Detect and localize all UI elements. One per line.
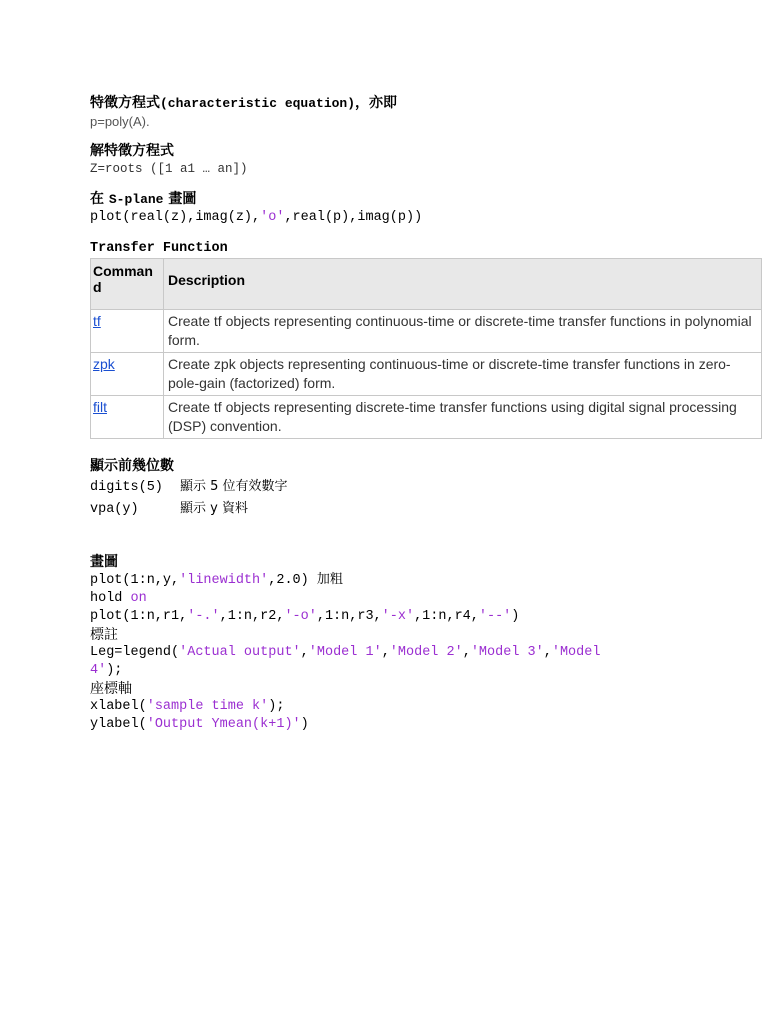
char-eq-heading — [90, 94, 762, 113]
plot-l4-s5a: 'Model — [551, 645, 601, 660]
splane-heading — [90, 190, 762, 209]
splane-heading-b: S-plane — [108, 192, 164, 207]
plot-line-5 — [90, 698, 762, 716]
document-page — [90, 94, 762, 744]
plot-l3-s4: '--' — [478, 609, 512, 624]
table-row — [91, 353, 762, 396]
plot-l4-a: Leg=legend( — [90, 645, 180, 660]
plot-line-1 — [90, 571, 762, 590]
plot-l3-s1: '-.' — [187, 609, 220, 624]
vpa-note: 顯示 y 資料 — [180, 501, 248, 516]
zpk-link[interactable]: zpk — [93, 356, 115, 372]
char-eq-section — [90, 94, 762, 130]
plot-line-4b — [90, 662, 762, 680]
plot-line-6 — [90, 716, 762, 734]
splane-code — [90, 209, 762, 227]
solve-heading: 解特徵方程式 — [90, 143, 174, 159]
splane-heading-c: 畫圖 — [168, 191, 197, 207]
digits-section — [90, 457, 762, 519]
plot-l1-note: 加粗 — [316, 572, 343, 587]
plot-l3-s2: '-o' — [284, 609, 317, 624]
digits-code: digits(5) — [90, 480, 163, 495]
plot-l6-b: ) — [300, 717, 309, 732]
transfer-function-table — [90, 258, 762, 439]
char-eq-heading-en: (characteristic equation) — [160, 96, 356, 111]
plot-line-3 — [90, 608, 762, 626]
tf-link[interactable]: tf — [93, 313, 101, 329]
char-eq-heading-cn: 特徵方程式 — [90, 95, 160, 111]
plot-l1-a: plot(1:n,y, — [90, 573, 180, 588]
plot-heading: 畫圖 — [90, 554, 118, 570]
plot-l3-d: ,1:n,r4, — [414, 609, 479, 624]
plot-l4-s4: 'Model 3' — [470, 645, 544, 660]
legend-label: 標註 — [90, 627, 118, 643]
plot-l3-a: plot(1:n,r1, — [90, 609, 188, 624]
splane-code-a: plot(real(z),imag(z), — [90, 210, 261, 225]
plot-l4-s2: 'Model 1' — [308, 645, 382, 660]
plot-l5-b: ); — [268, 699, 285, 714]
plot-l2-a: hold — [90, 591, 131, 606]
plot-line-4: Leg=legend('Actual output','Model 1','Model 2','Model 3','Model — [90, 645, 601, 660]
plot-l5-a: xlabel( — [90, 699, 147, 714]
table-row — [91, 396, 762, 439]
description-cell: Create zpk objects representing continuous-time or discrete-time transfer functions in zero-pole-gain (factorized) form. — [164, 353, 762, 396]
plot-section — [90, 553, 762, 734]
command-column-header: Comman d — [91, 259, 164, 310]
solve-section — [90, 142, 762, 178]
plot-l2-s: on — [130, 591, 147, 606]
digits-line-2 — [90, 497, 762, 519]
plot-l5-s: 'sample time k' — [146, 699, 269, 714]
plot-l4-s1: 'Actual output' — [179, 645, 301, 660]
plot-l1-b: ,2.0) — [268, 573, 309, 588]
digits-line-1 — [90, 475, 762, 497]
plot-l3-s3: '-x' — [381, 609, 415, 624]
plot-l1-s: 'linewidth' — [179, 573, 269, 588]
description-column-header: Description — [164, 259, 762, 310]
plot-l6-s: 'Output Ymean(k+1)' — [146, 717, 301, 732]
plot-l4-s3: 'Model 2' — [389, 645, 463, 660]
description-cell: Create tf objects representing continuous-time or discrete-time transfer functions in polynomial form. — [164, 310, 762, 353]
plot-l6-a: ylabel( — [90, 717, 147, 732]
filt-link[interactable]: filt — [93, 399, 107, 415]
splane-code-str: 'o' — [260, 210, 285, 225]
command-cell — [91, 310, 164, 353]
description-cell: Create tf objects representing discrete-time transfer functions using digital signal processing (DSP) convention. — [164, 396, 762, 439]
solve-code: Z=roots ([1 a1 … an]) — [90, 162, 248, 176]
vpa-code: vpa(y) — [90, 502, 139, 517]
plot-l4-s5b: 4' — [90, 663, 107, 678]
plot-l3-e: ) — [511, 609, 520, 624]
tf-table-title: Transfer Function — [90, 241, 228, 256]
plot-line-2 — [90, 590, 762, 608]
digits-heading: 顯示前幾位數 — [90, 458, 174, 474]
splane-heading-a: 在 — [90, 191, 104, 207]
splane-section — [90, 190, 762, 227]
splane-code-b: ,real(p),imag(p)) — [284, 210, 423, 225]
plot-l4-end: ); — [106, 663, 123, 678]
axis-label: 座標軸 — [90, 681, 132, 697]
plot-l3-b: ,1:n,r2, — [219, 609, 285, 624]
table-header-row — [91, 259, 762, 310]
command-cell — [91, 396, 164, 439]
table-row — [91, 310, 762, 353]
command-cell — [91, 353, 164, 396]
char-eq-formula: p=poly(A). — [90, 114, 150, 129]
digits-note: 顯示 5 位有效數字 — [180, 479, 288, 494]
plot-l3-c: ,1:n,r3, — [316, 609, 382, 624]
char-eq-heading-suffix: ，亦即 — [355, 95, 398, 111]
